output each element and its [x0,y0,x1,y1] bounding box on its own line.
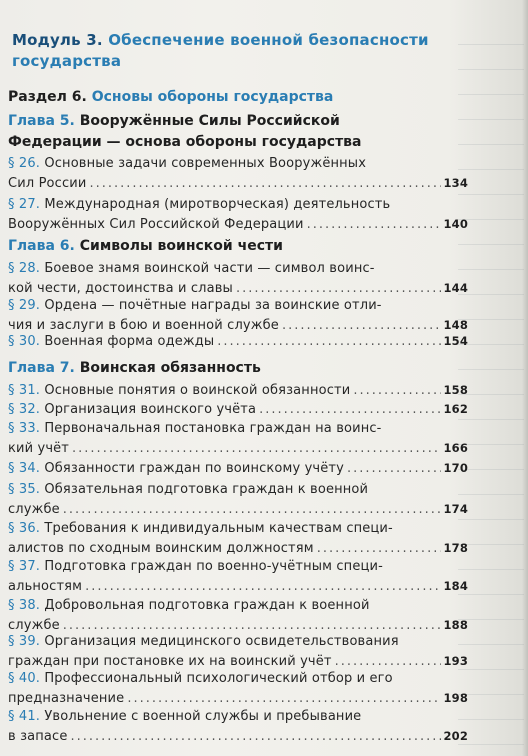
entry-text: Основные задачи современных Вооружённых [44,156,367,171]
chapter-heading [8,358,458,379]
chapter-heading [8,111,458,153]
section-number: Раздел 6. [8,89,87,105]
entry-text: алистов по сходным воинским должностям [8,540,314,556]
paragraph-number: § 32. [8,402,41,417]
entry-text: кой чести, достоинства и славы [8,280,233,296]
toc-entry[interactable] [8,557,468,596]
entry-text: Боевое знамя воинской части — символ воинс- [44,261,375,276]
entry-text: граждан при постановке их на воинский учёт [8,653,332,669]
toc-entry[interactable] [8,154,468,193]
page-number: 170 [443,461,468,475]
entry-text: Добровольная подготовка граждан к военной [44,598,370,613]
page-number: 148 [443,317,468,332]
leader-dots [307,215,441,235]
page-number: 193 [443,653,468,668]
paragraph-number: § 34. [8,461,41,476]
entry-text: альностям [8,578,83,594]
page-number: 134 [443,175,468,190]
entry-text: службе [8,617,60,633]
entry-text: Ордена — почётные награды за воинские отли- [44,298,382,313]
section-heading [8,87,458,107]
paragraph-number: § 28. [8,261,41,276]
leader-dots [85,577,440,597]
paragraph-number: § 27. [8,197,41,212]
paragraph-number: § 38. [8,598,41,613]
entry-text: службе [8,501,60,517]
leader-dots [63,500,441,520]
chapter-number: Глава 7. [8,360,75,376]
toc-entry[interactable] [8,259,468,298]
leader-dots [89,174,440,194]
module-title: Обеспечение военной безопасности государства [12,31,429,70]
toc-entry[interactable] [8,669,468,708]
paragraph-number: § 39. [8,634,41,649]
entry-text: Обязательная подготовка граждан к военной [44,482,369,497]
entry-text: Первоначальная постановка граждан на воинс- [44,421,382,436]
entry-text: Подготовка граждан по военно-учётным специ- [44,559,383,574]
page-number: 140 [443,216,468,231]
chapter-number: Глава 5. [8,113,75,129]
entry-text: в запасе [8,728,68,744]
toc-entry[interactable] [8,480,468,519]
toc-entry[interactable] [8,596,468,635]
chapter-title-line: Воинская обязанность [79,360,261,376]
paragraph-number: § 35. [8,482,41,497]
chapter-title-line: Вооружённые Силы Российской [79,113,340,129]
entry-text: Увольнение с военной службы и пребывание [44,709,362,724]
toc-entry[interactable] [8,400,468,420]
toc-entry[interactable] [8,296,468,335]
page-number: 154 [443,334,468,348]
chapter-number: Глава 6. [8,238,75,254]
entry-text: чия и заслуги в бою и военной службе [8,317,279,333]
entry-text: Обязанности граждан по воинскому учёту [44,461,344,476]
paragraph-number: § 30. [8,334,41,349]
paragraph-number: § 36. [8,521,41,536]
entry-text: кий учёт [8,440,70,456]
entry-text: Сил России [8,175,87,191]
toc-entry[interactable] [8,632,468,671]
page-number: 198 [443,690,468,705]
toc-entry[interactable] [8,459,468,479]
entry-text: Основные понятия о воинской обязанности [44,383,351,398]
section-title: Основы обороны государства [91,89,334,105]
entry-text: Военная форма одежды [44,334,215,349]
entry-text: Профессиональный психологический отбор и его [44,671,393,686]
paragraph-number: § 40. [8,671,41,686]
chapter-title-line: Символы воинской чести [79,238,283,254]
toc-entry[interactable] [8,332,468,352]
leader-dots [347,459,441,479]
paragraph-number: § 31. [8,383,41,398]
leader-dots [70,727,440,747]
leader-dots [217,332,440,352]
page-number: 202 [443,728,468,743]
page-number: 144 [443,280,468,295]
chapter-heading [8,236,458,257]
module-number: Модуль 3. [12,31,103,49]
leader-dots [127,689,440,709]
toc-entry[interactable] [8,707,468,746]
paragraph-number: § 29. [8,298,41,313]
entry-text: Организация медицинского освидетельствования [44,634,399,649]
page-number: 188 [443,617,468,632]
page-number: 184 [443,578,468,593]
chapter-title-line: Федерации — основа обороны государства [8,134,362,150]
toc-entry[interactable] [8,195,468,234]
toc-entry[interactable] [8,419,468,458]
page-number: 166 [443,440,468,455]
toc-entry[interactable] [8,381,468,401]
entry-text: Требования к индивидуальным качествам специ- [44,521,393,536]
page-number: 174 [443,501,468,516]
paragraph-number: § 26. [8,156,41,171]
paragraph-number: § 33. [8,421,41,436]
page-number: 162 [443,402,468,416]
entry-text: предназначение [8,690,125,706]
page-number: 158 [443,383,468,397]
entry-text: Международная (миротворческая) деятельность [44,197,391,212]
module-heading [12,30,452,72]
leader-dots [72,439,441,459]
toc-entry[interactable] [8,519,468,558]
leader-dots [353,381,440,401]
paragraph-number: § 41. [8,709,41,724]
paragraph-number: § 37. [8,559,41,574]
entry-text: Организация воинского учёта [44,402,257,417]
page-number: 178 [443,540,468,555]
page-edge-shadow [522,0,528,756]
leader-dots [259,400,440,420]
leader-dots [317,539,441,559]
entry-text: Вооружённых Сил Российской Федерации [8,216,304,232]
